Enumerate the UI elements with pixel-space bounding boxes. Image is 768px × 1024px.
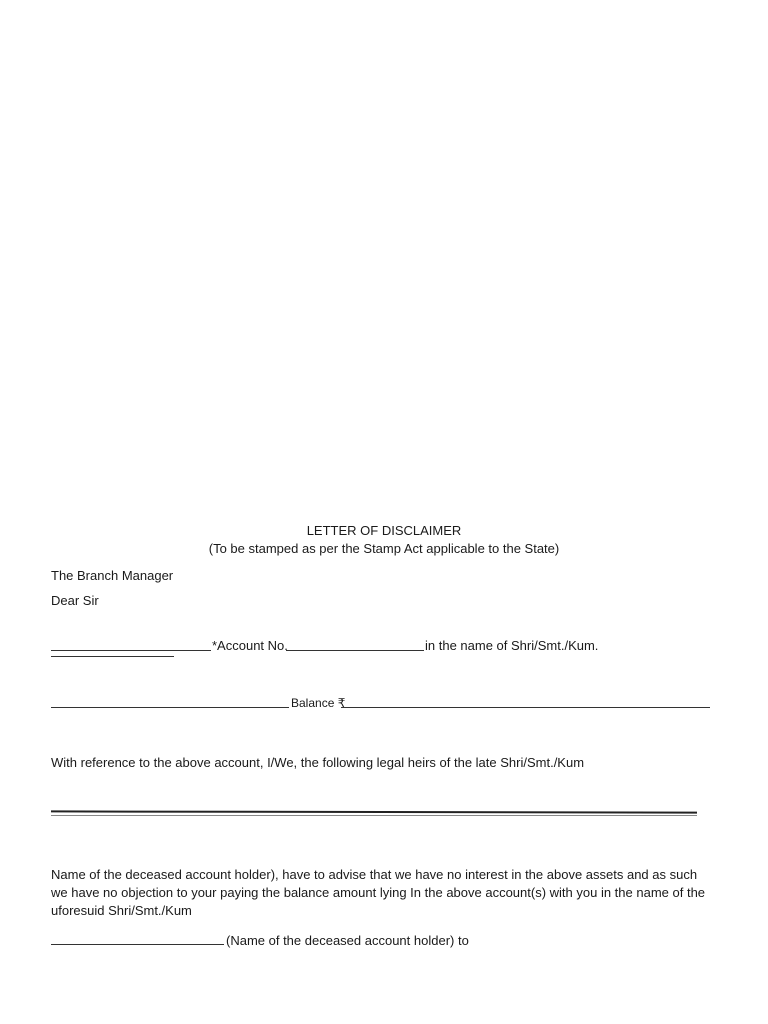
- balance-blank-line: [341, 707, 710, 708]
- account-name-blank-line: [51, 707, 289, 708]
- advise-paragraph: Name of the deceased account holder), have to advise that we have no interest in the above assets and as such we have no objection to your paying the balance amount lying In the above account(s) with you in the name of the uforesuid Shri/Smt./Kum: [51, 867, 706, 918]
- legal-heirs-line-shadow: [51, 815, 697, 816]
- letter-subtitle: (To be stamped as per the Stamp Act applicable to the State): [208, 541, 560, 556]
- in-name-of-label: in the name of Shri/Smt./Kum.: [425, 638, 599, 653]
- addressee: The Branch Manager: [51, 568, 174, 583]
- account-no-blank-line: [286, 650, 424, 651]
- reference-text: With reference to the above account, I/We, the following legal heirs of the late Shri/Smt./Kum: [51, 755, 585, 770]
- letter-title: LETTER OF DISCLAIMER: [306, 523, 462, 538]
- salutation: Dear Sir: [51, 593, 99, 608]
- balance-label: Balance ₹: [291, 696, 346, 710]
- account-no-label: *Account No.: [212, 638, 288, 653]
- branch-blank-line: [51, 650, 211, 651]
- legal-heirs-line: [51, 810, 697, 813]
- deceased-name-blank-line: [51, 944, 224, 945]
- name-blank-line: [51, 656, 174, 657]
- deceased-label: (Name of the deceased account holder) to: [226, 933, 469, 948]
